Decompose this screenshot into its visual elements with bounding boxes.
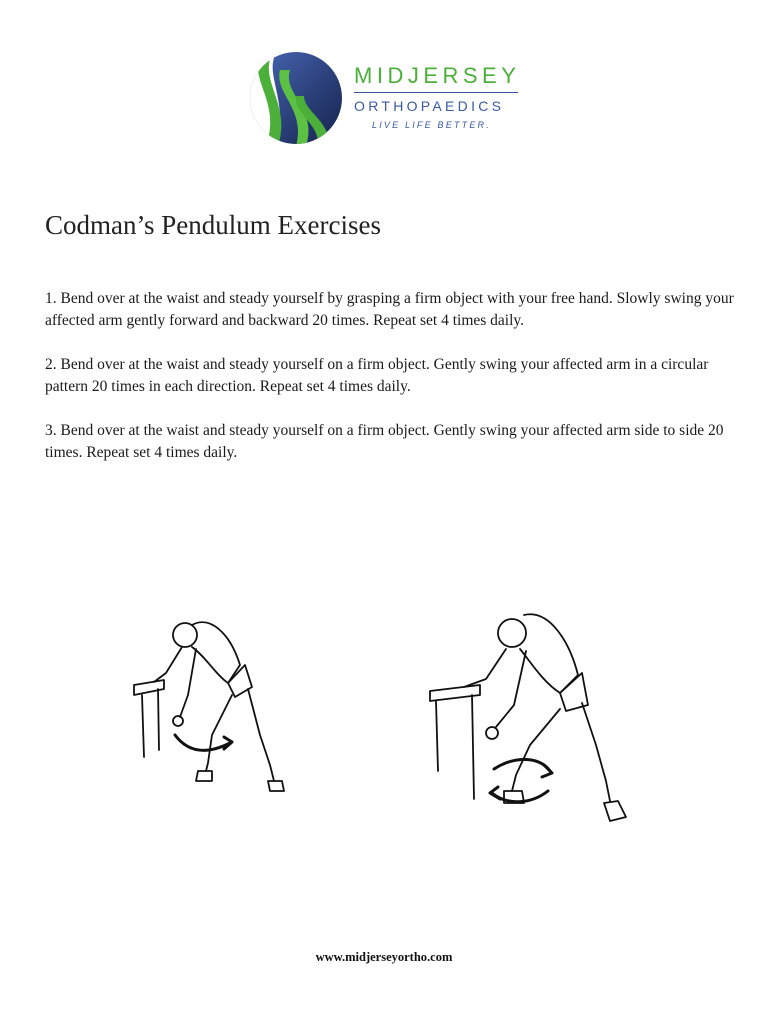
instruction-step-1: 1. Bend over at the waist and steady yourself by grasping a firm object with your free hand. Slowly swing your affected arm gently forward and backward 20 times. Repeat set 4 times daily. [45,290,734,329]
instruction-step-2: 2. Bend over at the waist and steady yourself on a firm object. Gently swing your affected arm in a circular pattern 20 times in each direction. Repeat set 4 times daily. [45,356,709,395]
pendulum-illustration-2 [420,595,650,840]
brand-text [354,64,524,130]
logo-mark-icon [248,50,344,146]
instructions-list [45,288,735,486]
logo [248,50,538,150]
brand-subtitle: ORTHOPAEDICS [354,98,505,114]
pendulum-illustration-1 [120,585,300,835]
instruction-step-3: 3. Bend over at the waist and steady yourself on a firm object. Gently swing your affected arm side to side 20 times. Repeat set 4 times daily. [45,422,724,461]
brand-name: MIDJERSEY [354,63,521,88]
footer-url: www.midjerseyortho.com [315,950,453,964]
brand-tagline: LIVE LIFE BETTER. [372,120,491,130]
brand-divider [354,92,518,93]
page-title: Codman’s Pendulum Exercises [45,210,381,240]
